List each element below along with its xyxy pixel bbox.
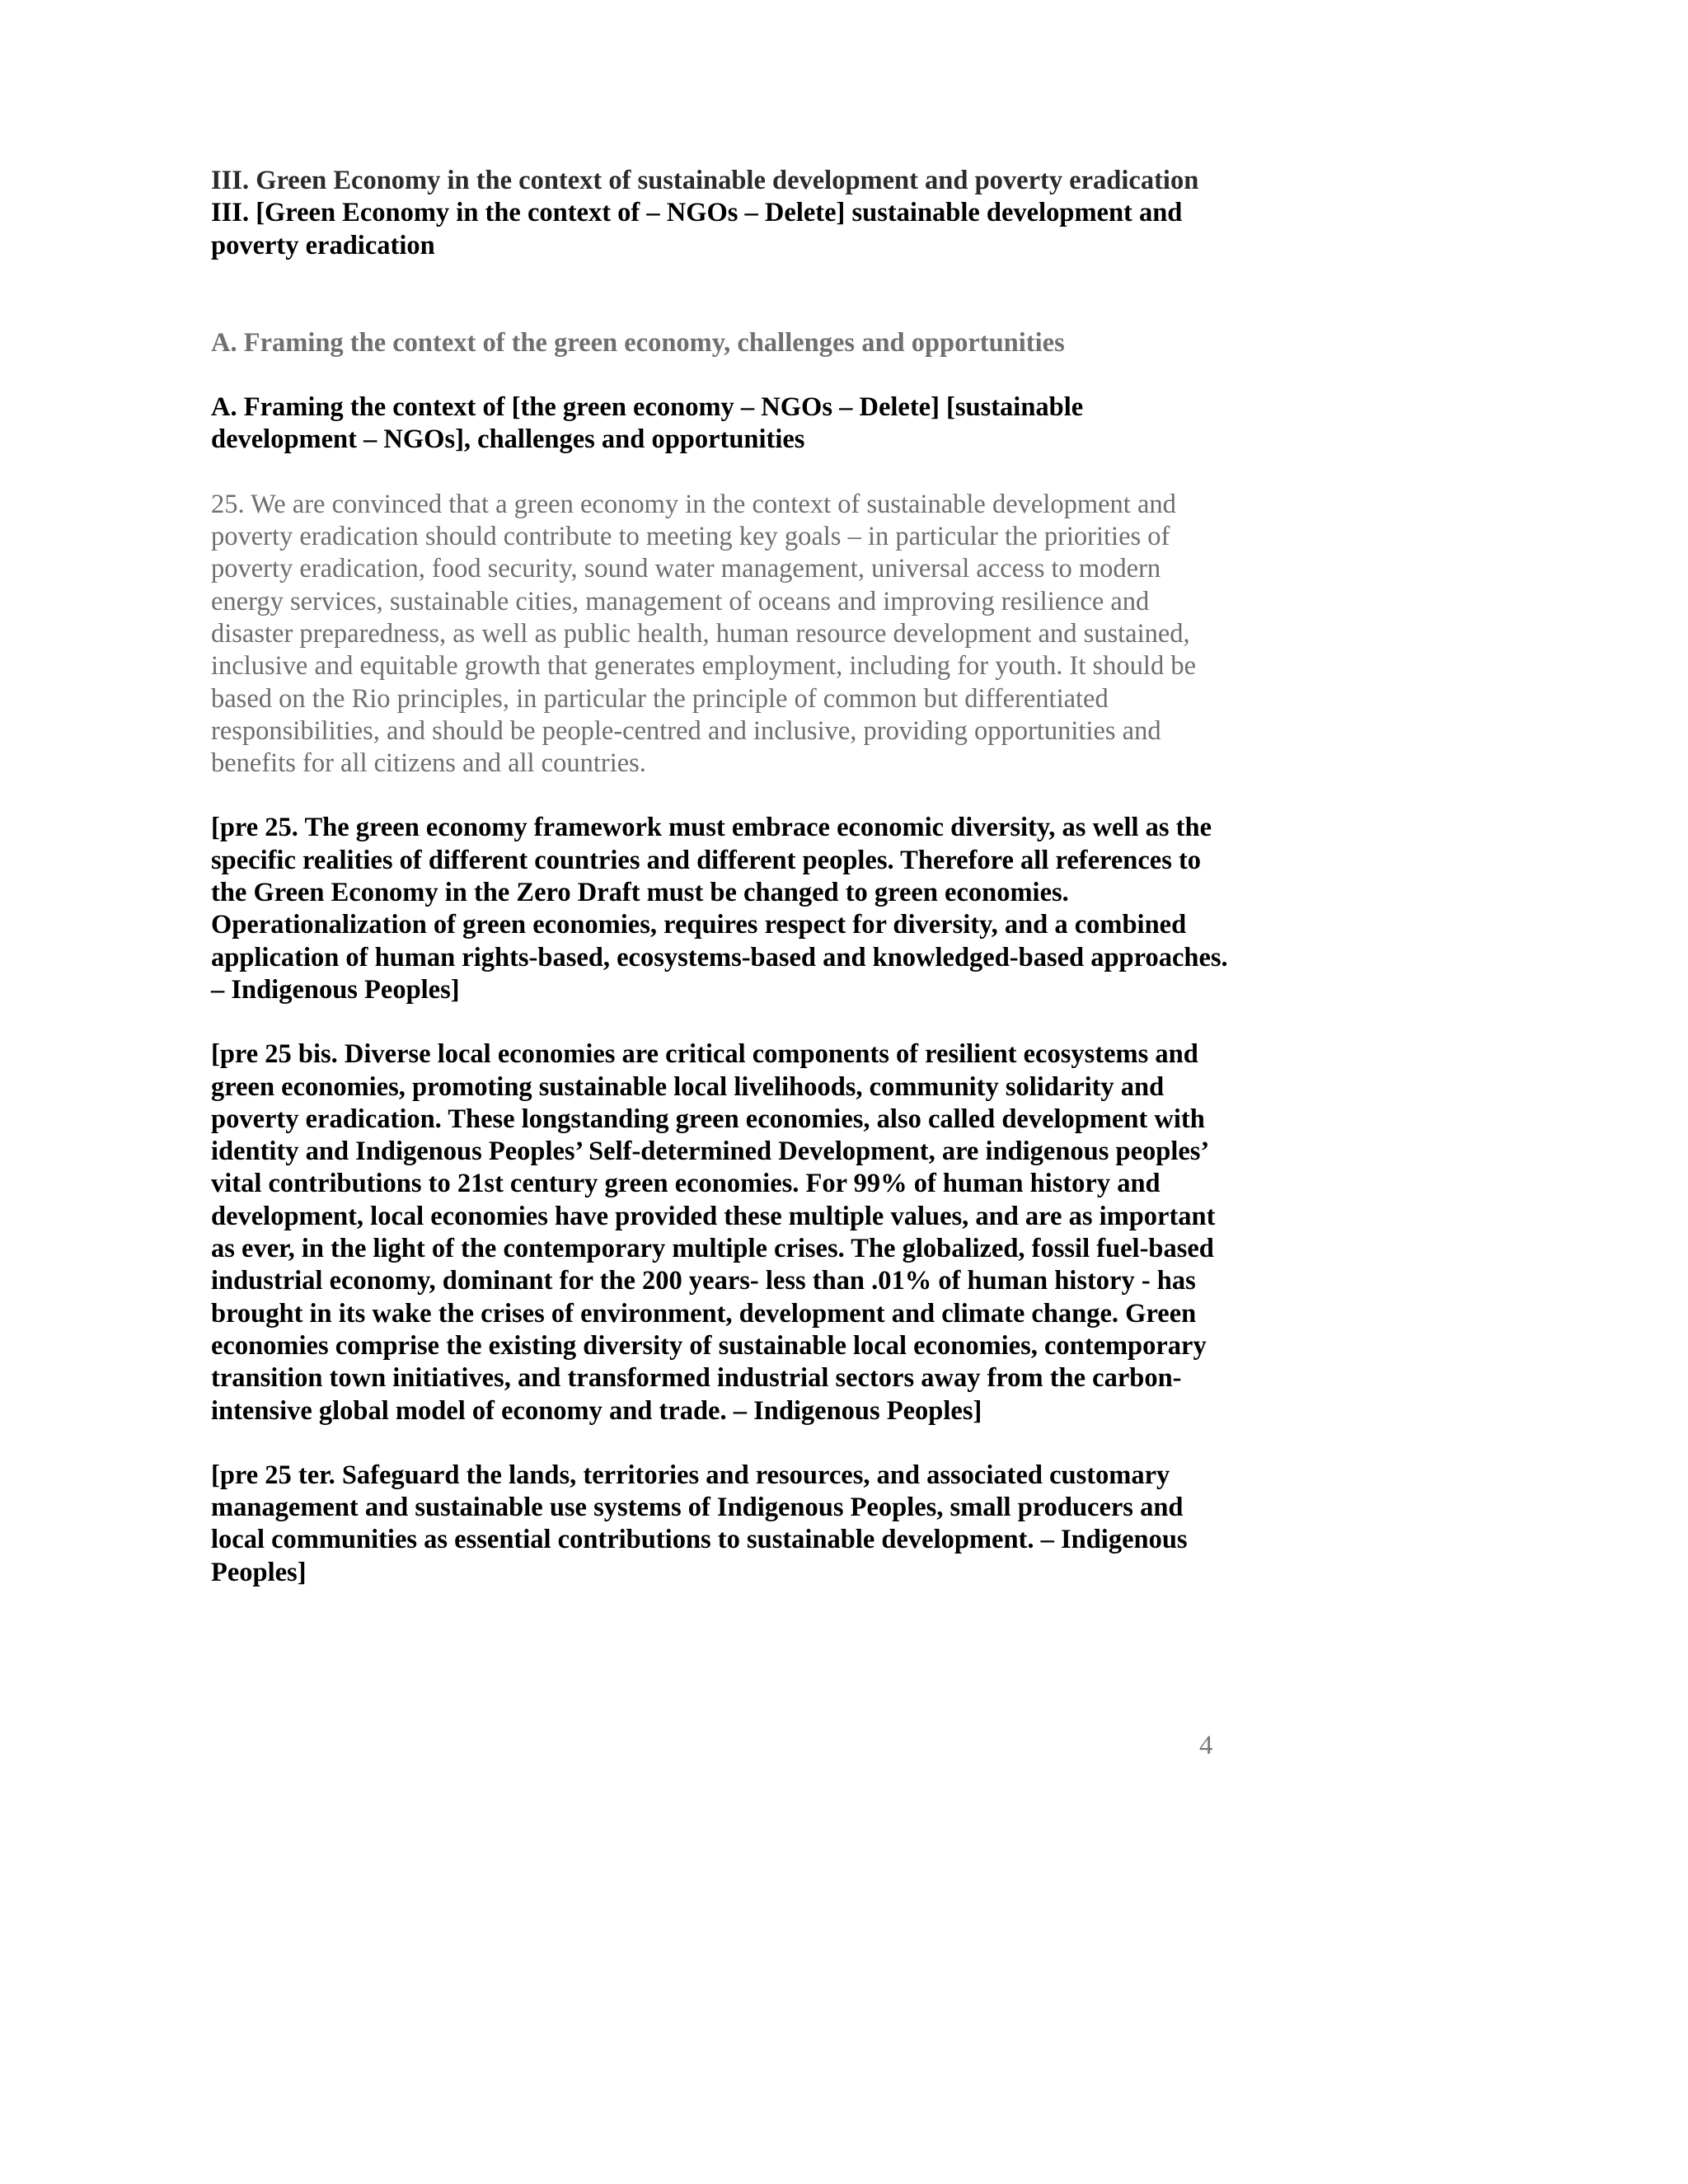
paragraph-25-original: 25. We are convinced that a green economy in the context of sustainable development and poverty eradication should contribute to meeting key goals – in particular the priorities of poverty eradication, food security, sound water management, universal access to modern energy services, sustainable cities, management of oceans and improving resilience and disaster preparedness, as well as public health, human resource development and sustained, inclusive and equitable growth that generates employment, including for youth. It should be based on the Rio principles, in particular the principle of common but differentiated responsibilities, and should be people-centred and inclusive, providing opportunities and benefits for all citizens and all countries. bbox=[211, 489, 1196, 779]
paragraph-pre-25-ter: [pre 25 ter. Safeguard the lands, territories and resources, and associated customary management and sustainable use systems of Indigenous Peoples, small producers and local communities as essential contributions to sustainable development. – Indigenous Peoples] bbox=[211, 1460, 1188, 1587]
page-content bbox=[211, 165, 1233, 1589]
paragraph-pre-25: [pre 25. The green economy framework must embrace economic diversity, as well as the specific realities of different countries and different peoples. Therefore all references to the Green Economy in the Zero Draft must be changed to green economies. Operationalization of green economies, requires respect for diversity, and a combined application of human rights-based, ecosystems-based and knowledged-based approaches. – Indigenous Peoples] bbox=[211, 813, 1228, 1005]
page-number: 4 bbox=[1199, 1731, 1213, 1760]
section-heading-original: III. Green Economy in the context of sustainable development and poverty eradication bbox=[211, 166, 1199, 195]
subsection-heading-amended: A. Framing the context of [the green economy – NGOs – Delete] [sustainable development – NGOs], challenges and opportunities bbox=[211, 392, 1084, 455]
section-heading-amended: III. [Green Economy in the context of – NGOs – Delete] sustainable development and poverty eradication bbox=[211, 198, 1183, 260]
paragraph-pre-25-bis: [pre 25 bis. Diverse local economies are critical components of resilient ecosystems and green economies, promoting sustainable local livelihoods, community solidarity and poverty eradication. These longstanding green economies, also called development with identity and Indigenous Peoples’ Self-determined Development, are indigenous peoples’ vital contributions to 21st century green economies. For 99% of human history and development, local economies have provided these multiple values, and are as important as ever, in the light of the contemporary multiple crises. The globalized, fossil fuel-based industrial economy, dominant for the 200 years- less than .01% of human history - has brought in its wake the crises of environment, development and climate change. Green economies comprise the existing diversity of sustainable local economies, contemporary transition town initiatives, and transformed industrial sectors away from the carbon-intensive global model of economy and trade. – Indigenous Peoples] bbox=[211, 1039, 1216, 1426]
subsection-heading-original: A. Framing the context of the green economy, challenges and opportunities bbox=[211, 327, 1065, 358]
